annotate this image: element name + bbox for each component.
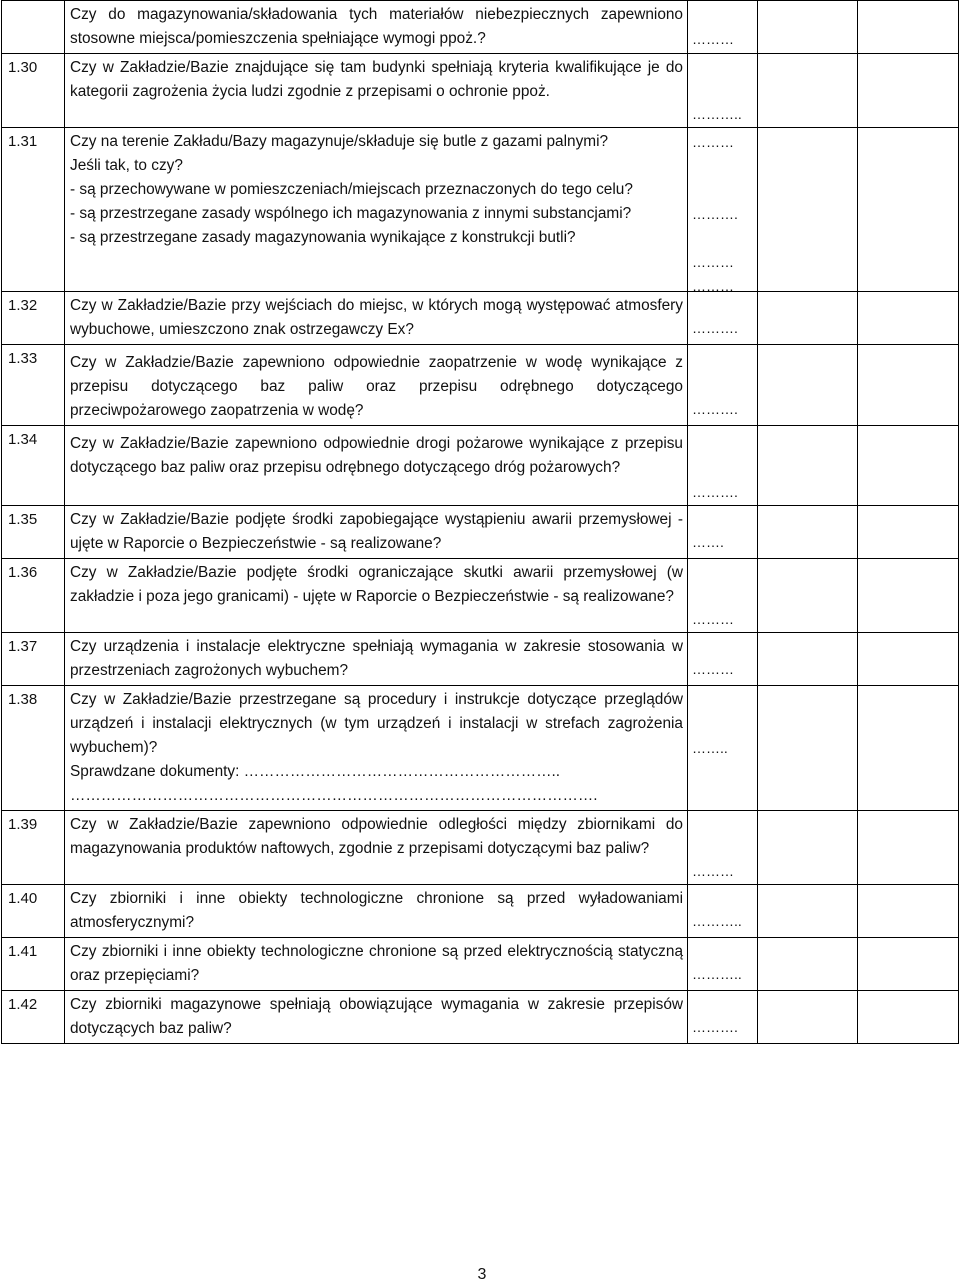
question-cell (65, 559, 688, 633)
item-number: 1.42 (2, 991, 65, 1044)
answer-dots: ………. (692, 1019, 738, 1035)
table-row (2, 506, 959, 559)
question-text: Czy zbiorniki i inne obiekty technologiczne chronione są przed wyładowaniami atmosferycznymi? (70, 890, 683, 931)
answer-cell[interactable] (688, 811, 758, 885)
remarks-cell[interactable] (858, 938, 959, 991)
table-row (2, 811, 959, 885)
yes-no-cell[interactable] (758, 686, 858, 811)
answer-cell[interactable] (688, 633, 758, 686)
yes-no-cell[interactable] (758, 811, 858, 885)
question-text: Czy urządzenia i instalacje elektryczne spełniają wymagania w zakresie stosowania w przestrzeniach zagrożonych wybuchem? (70, 638, 683, 679)
answer-dots: ……… (692, 31, 734, 47)
remarks-cell[interactable] (858, 128, 959, 292)
answer-cell[interactable] (688, 54, 758, 128)
answer-cell[interactable] (688, 506, 758, 559)
remarks-cell[interactable] (858, 811, 959, 885)
remarks-cell[interactable] (858, 54, 959, 128)
question-cell (65, 345, 688, 426)
table-row (2, 426, 959, 506)
question-text: Czy w Zakładzie/Bazie przestrzegane są procedury i instrukcje dotyczące przeglądów urządzeń i instalacji elektrycznych (w tym urządzeń i instalacji w strefach zagrożenia wybuchem)? (70, 691, 683, 756)
remarks-cell[interactable] (858, 885, 959, 938)
item-number: 1.35 (2, 506, 65, 559)
question-text: Czy w Zakładzie/Bazie przy wejściach do miejsc, w których mogą występować atmosfery wybuchowe, umieszczono znak ostrzegawczy Ex? (70, 297, 683, 338)
question-text: Czy zbiorniki i inne obiekty technologiczne chronione są przed elektrycznością statyczną oraz przepięciami? (70, 943, 683, 984)
yes-no-cell[interactable] (758, 292, 858, 345)
table-row (2, 938, 959, 991)
yes-no-cell[interactable] (758, 559, 858, 633)
yes-no-cell[interactable] (758, 506, 858, 559)
remarks-cell[interactable] (858, 1, 959, 54)
answer-cell[interactable] (688, 1, 758, 54)
question-cell (65, 128, 688, 292)
answer-dots: ……….. (692, 966, 742, 982)
answer-cell[interactable] (688, 128, 758, 292)
answer-cell[interactable] (688, 292, 758, 345)
answer-dots: ……. (692, 534, 724, 550)
item-number: 1.37 (2, 633, 65, 686)
sub-question: - są przechowywane w pomieszczeniach/miejscach przeznaczonych do tego celu? (70, 181, 633, 198)
remarks-cell[interactable] (858, 506, 959, 559)
answer-dots: ……… (692, 278, 734, 294)
question-text: Czy do magazynowania/składowania tych materiałów niebezpiecznych zapewniono stosowne miejsca/pomieszczenia spełniające wymogi ppoż.? (70, 6, 683, 47)
question-cell (65, 686, 688, 811)
yes-no-cell[interactable] (758, 633, 858, 686)
yes-no-cell[interactable] (758, 885, 858, 938)
table-row (2, 885, 959, 938)
remarks-cell[interactable] (858, 345, 959, 426)
question-cell (65, 633, 688, 686)
question-cell (65, 885, 688, 938)
answer-cell[interactable] (688, 885, 758, 938)
question-text: Czy w Zakładzie/Bazie zapewniono odpowiednie zaopatrzenie w wodę wynikające z przepisu dotyczącego baz paliw oraz przepisu odrębnego dotyczącego przeciwpożarowego zaopatrzenia w wodę? (70, 354, 683, 419)
table-row (2, 991, 959, 1044)
yes-no-cell[interactable] (758, 345, 858, 426)
answer-cell[interactable] (688, 345, 758, 426)
item-number: 1.36 (2, 559, 65, 633)
inspection-checklist-table (1, 0, 959, 1044)
checked-documents-label: Sprawdzane dokumenty: …………………………………………………….. (70, 763, 561, 780)
remarks-cell[interactable] (858, 991, 959, 1044)
question-text: Czy zbiorniki magazynowe spełniają obowiązujące wymagania w zakresie przepisów dotyczących baz paliw? (70, 996, 683, 1037)
remarks-cell[interactable] (858, 559, 959, 633)
remarks-cell[interactable] (858, 292, 959, 345)
yes-no-cell[interactable] (758, 54, 858, 128)
question-cell (65, 54, 688, 128)
table-row (2, 54, 959, 128)
item-number: 1.31 (2, 128, 65, 292)
yes-no-cell[interactable] (758, 426, 858, 506)
item-number: 1.41 (2, 938, 65, 991)
table-row (2, 559, 959, 633)
question-cell (65, 292, 688, 345)
answer-cell[interactable] (688, 938, 758, 991)
table-row (2, 292, 959, 345)
checklist-page (1, 0, 958, 1044)
sub-question: - są przestrzegane zasady wspólnego ich magazynowania z innymi substancjami? (70, 205, 632, 222)
remarks-cell[interactable] (858, 686, 959, 811)
sub-question: - są przestrzegane zasady magazynowania wynikające z konstrukcji butli? (70, 229, 576, 246)
question-cell (65, 426, 688, 506)
answer-dots: ………. (692, 320, 738, 336)
answer-dots: …….. (692, 740, 728, 756)
answer-cell[interactable] (688, 426, 758, 506)
item-number: 1.33 (2, 345, 65, 426)
yes-no-cell[interactable] (758, 991, 858, 1044)
answer-dots: ………. (692, 484, 738, 500)
question-text: Czy w Zakładzie/Bazie podjęte środki zapobiegające wystąpieniu awarii przemysłowej - ujęte w Raporcie o Bezpieczeństwie - są realizowane? (70, 511, 683, 552)
answer-dots: ……….. (692, 106, 742, 122)
answer-dots: ……… (692, 661, 734, 677)
table-row (2, 345, 959, 426)
answer-cell[interactable] (688, 686, 758, 811)
yes-no-cell[interactable] (758, 938, 858, 991)
question-text: Czy w Zakładzie/Bazie podjęte środki ograniczające skutki awarii przemysłowej (w zakładzie i poza jego granicami) - ujęte w Raporcie o Bezpieczeństwie - są realizowane? (70, 564, 683, 605)
question-cell (65, 1, 688, 54)
question-text: Czy na terenie Zakładu/Bazy magazynuje/składuje się butle z gazami palnymi? (70, 133, 609, 150)
answer-cell[interactable] (688, 559, 758, 633)
answer-dots: ……… (692, 611, 734, 627)
item-number: 1.34 (2, 426, 65, 506)
yes-no-cell[interactable] (758, 128, 858, 292)
table-row (2, 686, 959, 811)
question-cell (65, 938, 688, 991)
checked-documents-line[interactable]: …………………………………………………………………………………………. (70, 787, 598, 804)
page-number: 3 (477, 1266, 487, 1283)
item-number: 1.32 (2, 292, 65, 345)
item-number (2, 1, 65, 54)
answer-dots: ……… (692, 863, 734, 879)
answer-cell[interactable] (688, 991, 758, 1044)
table-row (2, 1, 959, 54)
question-text: Czy w Zakładzie/Bazie zapewniono odpowiednie drogi pożarowe wynikające z przepisu dotyczącego baz paliw oraz przepisu odrębnego dotyczącego dróg pożarowych? (70, 435, 683, 476)
question-cell (65, 991, 688, 1044)
answer-dots: ……… (692, 134, 734, 150)
question-text: Czy w Zakładzie/Bazie znajdujące się tam budynki spełniają kryteria kwalifikujące je do kategorii zagrożenia życia ludzi zgodnie z przepisami o ochronie ppoż. (70, 59, 683, 100)
question-text: Czy w Zakładzie/Bazie zapewniono odpowiednie odległości między zbiornikami do magazynowania produktów naftowych, zgodnie z przepisami dotyczącymi baz paliw? (70, 816, 683, 857)
remarks-cell[interactable] (858, 426, 959, 506)
question-cell (65, 811, 688, 885)
table-row (2, 633, 959, 686)
item-number: 1.40 (2, 885, 65, 938)
answer-dots: ……… (692, 254, 734, 270)
item-number: 1.39 (2, 811, 65, 885)
item-number: 1.38 (2, 686, 65, 811)
remarks-cell[interactable] (858, 633, 959, 686)
item-number: 1.30 (2, 54, 65, 128)
yes-no-cell[interactable] (758, 1, 858, 54)
question-cell (65, 506, 688, 559)
answer-dots: ……….. (692, 913, 742, 929)
answer-dots: ………. (692, 206, 738, 222)
answer-dots: ………. (692, 401, 738, 417)
table-row (2, 128, 959, 292)
question-text: Jeśli tak, to czy? (70, 157, 183, 174)
